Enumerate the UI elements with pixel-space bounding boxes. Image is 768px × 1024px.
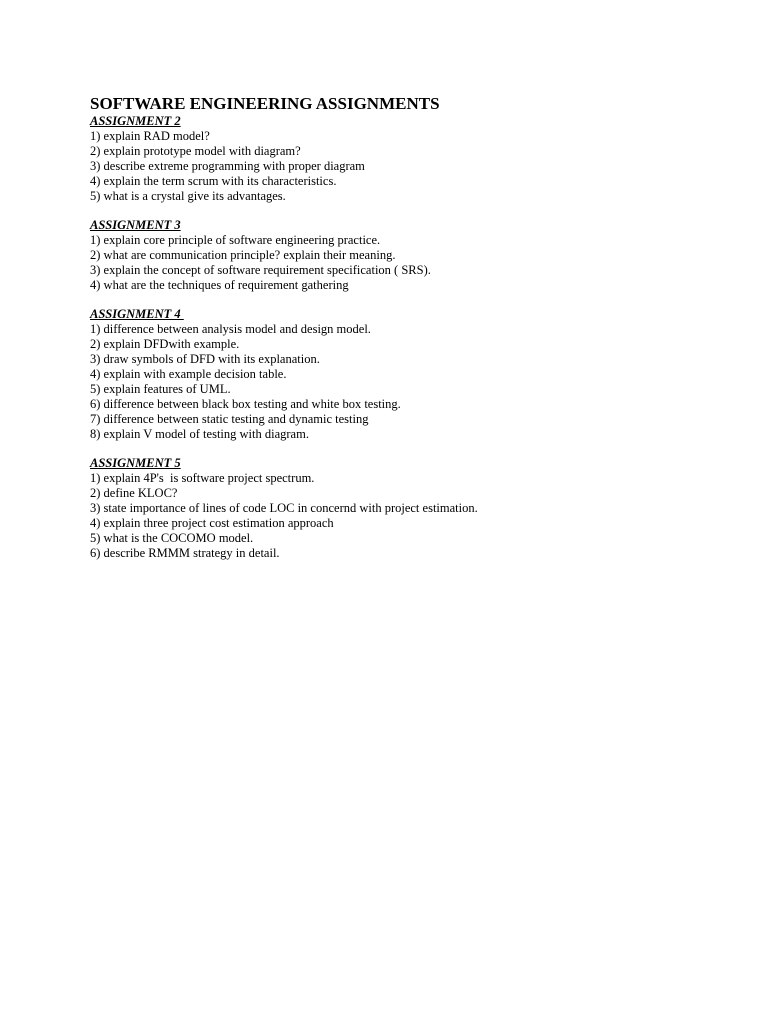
question-item: 8) explain V model of testing with diagram.: [90, 427, 309, 441]
question-item: 6) difference between black box testing and white box testing.: [90, 397, 401, 411]
question-item: 4) explain the term scrum with its characteristics.: [90, 174, 337, 188]
question-item: 5) explain features of UML.: [90, 382, 231, 396]
assignment-5-section: [90, 456, 730, 561]
assignment-5-heading: ASSIGNMENT 5: [90, 456, 181, 470]
question-item: 3) describe extreme programming with proper diagram: [90, 159, 365, 173]
question-item: 6) describe RMMM strategy in detail.: [90, 546, 280, 560]
assignment-2-heading: ASSIGNMENT 2: [90, 114, 181, 128]
assignment-3-questions: [90, 233, 730, 293]
assignment-4-heading: ASSIGNMENT 4: [90, 307, 184, 321]
assignment-2-section: [90, 114, 730, 204]
question-item: 4) what are the techniques of requirement gathering: [90, 278, 349, 292]
question-item: 1) explain core principle of software engineering practice.: [90, 233, 381, 247]
assignment-4-section: [90, 307, 730, 442]
question-item: 1) difference between analysis model and design model.: [90, 322, 371, 336]
document-page: [90, 94, 730, 575]
question-item: 5) what is a crystal give its advantages.: [90, 189, 286, 203]
question-item: 5) what is the COCOMO model.: [90, 531, 254, 545]
document-title: SOFTWARE ENGINEERING ASSIGNMENTS: [90, 94, 440, 113]
question-item: 2) explain prototype model with diagram?: [90, 144, 301, 158]
question-item: 7) difference between static testing and dynamic testing: [90, 412, 369, 426]
question-item: 3) draw symbols of DFD with its explanation.: [90, 352, 320, 366]
question-item: 1) explain 4P's is software project spectrum.: [90, 471, 315, 485]
question-item: 2) what are communication principle? explain their meaning.: [90, 248, 396, 262]
question-item: 1) explain RAD model?: [90, 129, 210, 143]
question-item: 3) state importance of lines of code LOC in concernd with project estimation.: [90, 501, 478, 515]
question-item: 4) explain with example decision table.: [90, 367, 287, 381]
question-item: 2) define KLOC?: [90, 486, 178, 500]
assignment-4-questions: [90, 322, 730, 442]
assignment-2-questions: [90, 129, 730, 204]
assignment-3-section: [90, 218, 730, 293]
question-item: 4) explain three project cost estimation approach: [90, 516, 334, 530]
question-item: 2) explain DFDwith example.: [90, 337, 240, 351]
assignment-3-heading: ASSIGNMENT 3: [90, 218, 181, 232]
question-item: 3) explain the concept of software requirement specification ( SRS).: [90, 263, 431, 277]
assignment-5-questions: [90, 471, 730, 561]
